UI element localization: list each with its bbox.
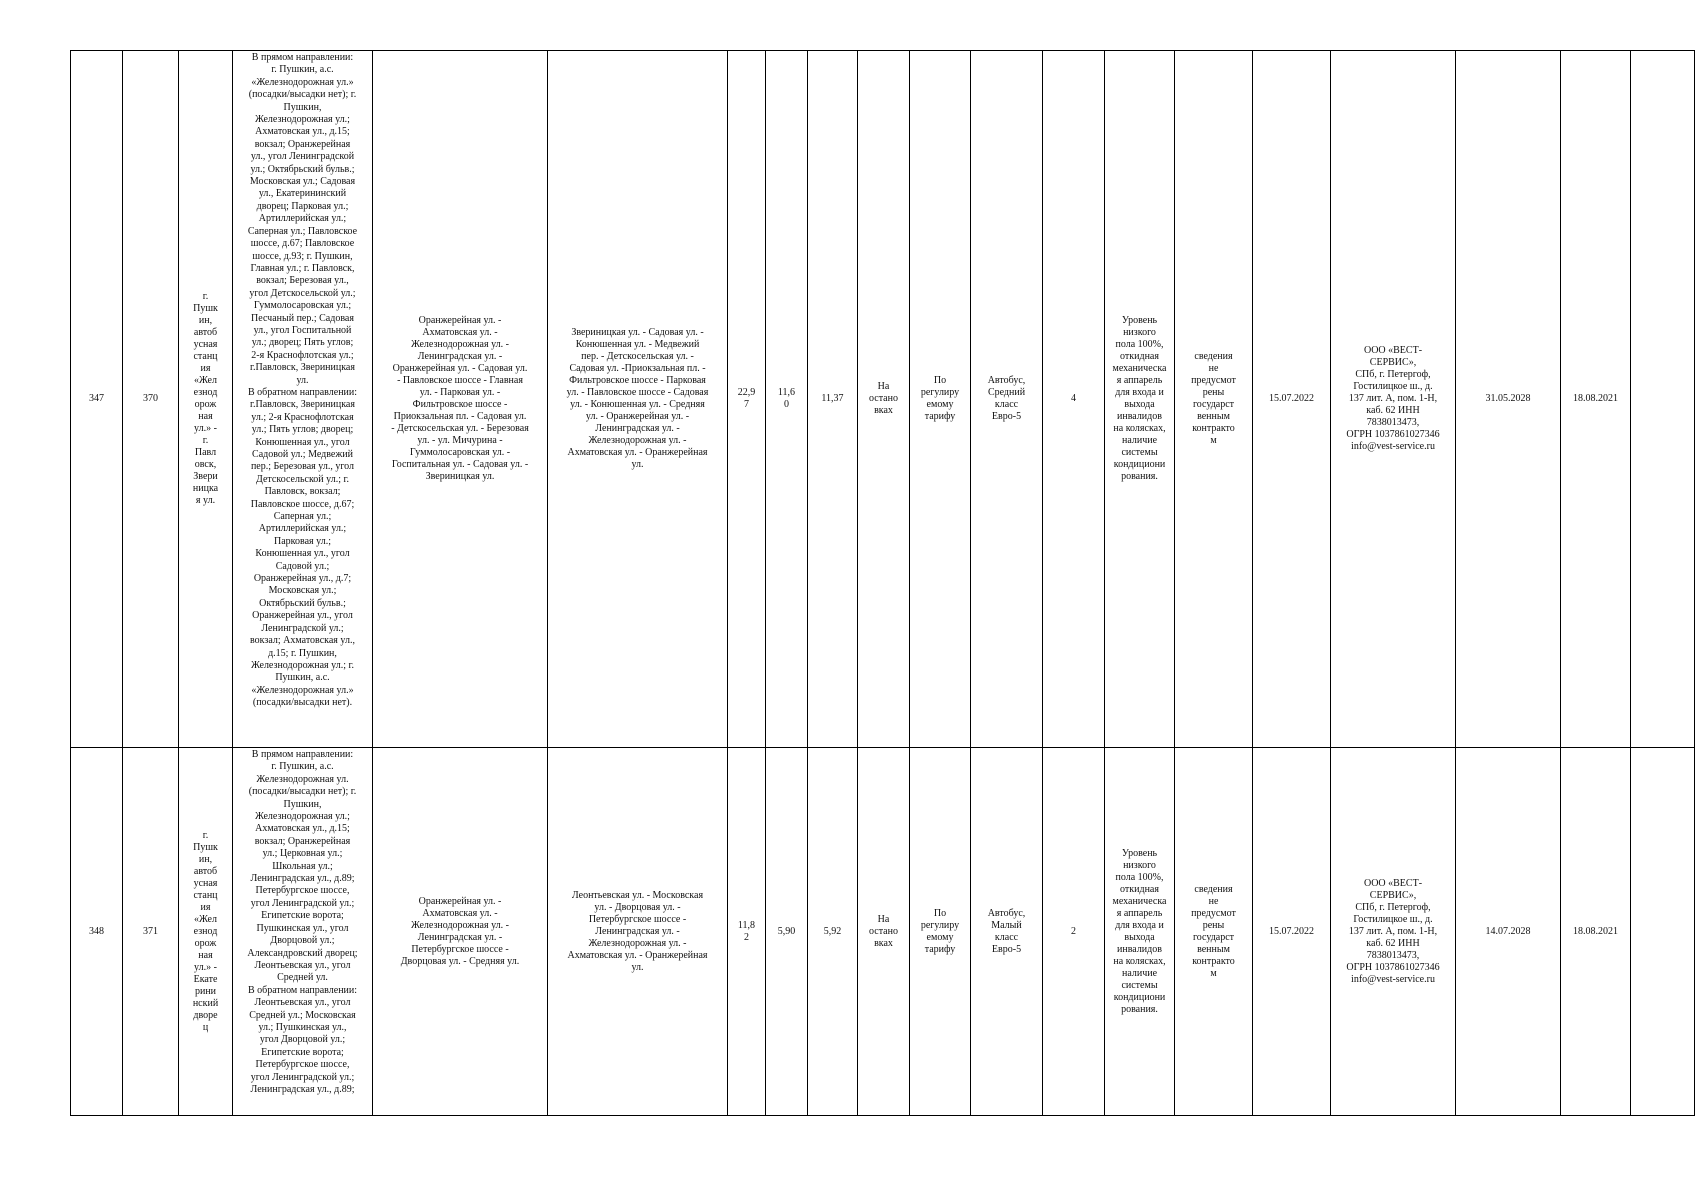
other-date: 18.08.2021 bbox=[1561, 748, 1631, 1116]
vehicle-class: Автобус, Малый класс Евро-5 bbox=[971, 748, 1043, 1116]
boarding-mode: На остано вках bbox=[858, 51, 910, 748]
empty-cell bbox=[1631, 51, 1695, 748]
route-stops: В прямом направлении: г. Пушкин, а.с. «Железнодорожная ул.» (посадки/высадки нет); г. Пушкин, Железнодорожная ул.; Ахматовская ул., д.15; вокзал; Оранжерейная ул., угол Ленинградской ул.; Октябрьский бульв.; Московская ул.; Садовая ул., Екатерининский дворец; Парковая ул.; Артиллерийская ул.; Саперная ул.; Павловское шоссе, д.67; Павловское шоссе, д.93; г. Пушкин, Главная ул.; г. Павловск, вокзал; Березовая ул., угол Детскосельской ул.; Гуммолосаровская ул.; Песчаный пер.; Садовая ул., угол Госпитальной ул.; дворец; Пять углов; 2-я Краснофлотская ул.; г.Павловск, Звериницкая ул. В обратном направлении: г.Павловск, Звериницкая ул.; 2-я Краснофлотская ул.; Пять углов; дворец; Конюшенная ул., угол Садовой ул.; Медвежий пер.; Березовая ул., угол Детскосельской ул.; г. Павловск, вокзал; Павловское шоссе, д.67; Саперная ул.; Артиллерийская ул.; Парковая ул.; Конюшенная ул., угол Садовой ул.; Оранжерейная ул., д.7; Московская ул.; Октябрьский бульв.; Оранжерейная ул., угол Ленинградской ул.; вокзал; Ахматовская ул., д.15; г. Пушкин, Железнодорожная ул.; г. Пушкин, а.с. «Железнодорожная ул.» (посадки/высадки нет). bbox=[233, 51, 373, 748]
streets-forward: Оранжерейная ул. - Ахматовская ул. - Железнодорожная ул. - Ленинградская ул. - Петербургское шоссе - Дворцовая ул. - Средняя ул. bbox=[373, 748, 548, 1116]
streets-forward: Оранжерейная ул. - Ахматовская ул. - Железнодорожная ул. - Ленинградская ул. - Оранжерейная ул. - Садовая ул. - Павловское шоссе - Главная ул. - Парковая ул. - Фильтровское шоссе - Приокзальная пл. - Садовая ул. - Детскосельская ул. - Березовая ул. - ул. Мичурина - Гуммолосаровская ул. - Госпитальная ул. - Садовая ул. - Звериницкая ул. bbox=[373, 51, 548, 748]
route-length-backward: 11,6 0 bbox=[766, 51, 808, 748]
route-length-forward: 22,9 7 bbox=[728, 51, 766, 748]
routes-register-table bbox=[70, 50, 1695, 1116]
route-name: г. Пушк ин, автоб усная станц ия «Жел езнод орож ная ул.» - г. Павл овск, Звери ницка я ул. bbox=[179, 51, 233, 748]
route-stops: В прямом направлении: г. Пушкин, а.с. Железнодорожная ул. (посадки/высадки нет); г. Пушкин, Железнодорожная ул.; Ахматовская ул., д.15; вокзал; Оранжерейная ул.; Церковная ул.; Школьная ул.; Ленинградская ул., д.89; Петербургское шоссе, угол Ленинградской ул.; Египетские ворота; Пушкинская ул., угол Дворцовой ул.; Александровский дворец; Леонтьевская ул., угол Средней ул. В обратном направлении: Леонтьевская ул., угол Средней ул.; Московская ул.; Пушкинская ул., угол Дворцовой ул.; Египетские ворота; Петербургское шоссе, угол Ленинградской ул.; Ленинградская ул., д.89; bbox=[233, 748, 373, 1116]
route-registration-number: 370 bbox=[123, 51, 179, 748]
start-date: 15.07.2022 bbox=[1253, 51, 1331, 748]
route-registration-number: 371 bbox=[123, 748, 179, 1116]
streets-backward: Звериницкая ул. - Садовая ул. - Конюшенная ул. - Медвежий пер. - Детскосельская ул. - Садовая ул. -Приокзальная пл. - Фильтровское шоссе - Парковая ул. - Павловское шоссе - Садовая ул. - Конюшенная ул. - Средняя ул. - Оранжерейная ул. - Ленинградская ул. - Железнодорожная ул. - Ахматовская ул. - Оранжерейная ул. bbox=[548, 51, 728, 748]
row-number: 347 bbox=[71, 51, 123, 748]
route-length-forward: 11,8 2 bbox=[728, 748, 766, 1116]
route-length-average: 5,92 bbox=[808, 748, 858, 1116]
route-length-backward: 5,90 bbox=[766, 748, 808, 1116]
vehicle-count: 2 bbox=[1043, 748, 1105, 1116]
table-row bbox=[71, 748, 1695, 1116]
row-number: 348 bbox=[71, 748, 123, 1116]
route-length-average: 11,37 bbox=[808, 51, 858, 748]
carrier-info: ООО «ВЕСТ- СЕРВИС», СПб, г. Петергоф, Гостилицкое ш., д. 137 лит. А, пом. 1-Н, каб. 62 ИНН 7838013473, ОГРН 1037861027346 info@vest-service.ru bbox=[1331, 748, 1456, 1116]
streets-backward: Леонтьевская ул. - Московская ул. - Дворцовая ул. - Петербургское шоссе - Ленинградская ул. - Железнодорожная ул. - Ахматовская ул. - Оранжерейная ул. bbox=[548, 748, 728, 1116]
contract-info: сведения не предусмот рены государст венным контракто м bbox=[1175, 51, 1253, 748]
end-date: 31.05.2028 bbox=[1456, 51, 1561, 748]
tariff-type: По регулиру емому тарифу bbox=[910, 748, 971, 1116]
table-row bbox=[71, 51, 1695, 748]
route-name: г. Пушк ин, автоб усная станц ия «Жел езнод орож ная ул.» - Екате рини нский дворе ц bbox=[179, 748, 233, 1116]
carrier-info: ООО «ВЕСТ- СЕРВИС», СПб, г. Петергоф, Гостилицкое ш., д. 137 лит. А, пом. 1-Н, каб. 62 ИНН 7838013473, ОГРН 1037861027346 info@vest-service.ru bbox=[1331, 51, 1456, 748]
vehicle-class: Автобус, Средний класс Евро-5 bbox=[971, 51, 1043, 748]
start-date: 15.07.2022 bbox=[1253, 748, 1331, 1116]
tariff-type: По регулиру емому тарифу bbox=[910, 51, 971, 748]
vehicle-features: Уровень низкого пола 100%, откидная механическа я аппарель для входа и выхода инвалидов на колясках, наличие системы кондициони рования. bbox=[1105, 748, 1175, 1116]
vehicle-features: Уровень низкого пола 100%, откидная механическа я аппарель для входа и выхода инвалидов на колясках, наличие системы кондициони рования. bbox=[1105, 51, 1175, 748]
end-date: 14.07.2028 bbox=[1456, 748, 1561, 1116]
boarding-mode: На остано вках bbox=[858, 748, 910, 1116]
vehicle-count: 4 bbox=[1043, 51, 1105, 748]
contract-info: сведения не предусмот рены государст венным контракто м bbox=[1175, 748, 1253, 1116]
empty-cell bbox=[1631, 748, 1695, 1116]
other-date: 18.08.2021 bbox=[1561, 51, 1631, 748]
